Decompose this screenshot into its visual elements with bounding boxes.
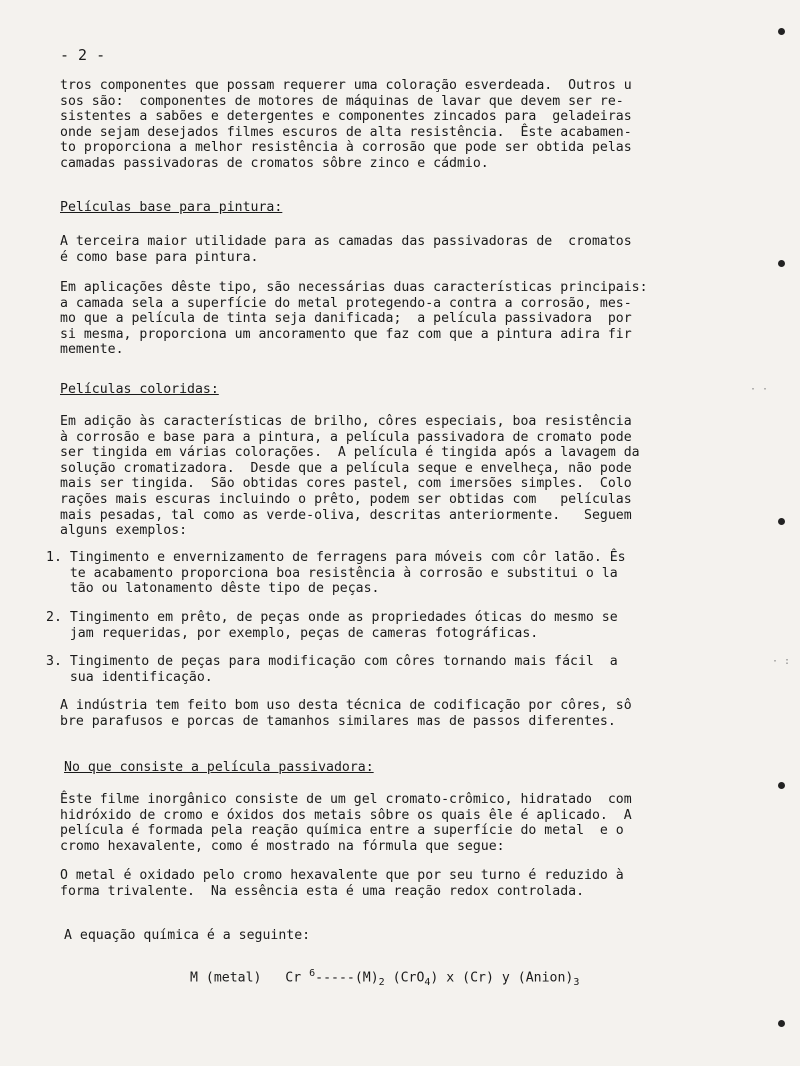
list-item-3: 3. Tingimento de peças para modificação com côres tornando mais fácil a sua identificação. xyxy=(46,654,618,685)
equation-superscript-6: 6 xyxy=(309,968,316,979)
binder-hole-mark xyxy=(778,260,785,267)
binder-hole-mark xyxy=(778,518,785,525)
equation-subscript-4: 4 xyxy=(424,977,431,989)
scan-speck: · · xyxy=(750,384,769,395)
list-item-1: 1. Tingimento e envernizamento de ferragens para móveis com côr latão. Ês te acabamento proporciona boa resistência à corrosão e substitui o la tão ou latonamento dêste tipo de peças. xyxy=(46,550,626,597)
equation-rest: ) x (Cr) y (Anion) xyxy=(430,970,574,986)
chemical-equation xyxy=(190,968,579,988)
equation-cro: (CrO xyxy=(384,970,425,986)
heading-colored-films: Películas coloridas: xyxy=(60,382,219,397)
binder-hole-mark xyxy=(778,1020,785,1027)
binder-hole-mark xyxy=(778,782,785,789)
page-number: - 2 - xyxy=(60,46,106,64)
paragraph-dyeing: Em adição às características de brilho, côres especiais, boa resistência à corrosão e base para a pintura, a película passivadora de cromato pode ser tingida em várias colorações. A película é tingida após a lavagem da solução cromatizadora. Desde que a película seque e envelheça, não pode mais ser tingida. São obtidas cores pastel, com imersões simples. Colo rações mais escuras incluindo o prêto, podem ser obtidas com películas mais pesadas, tal como as verde-oliva, descritas anteriormente. Seguem alguns exemplos: xyxy=(60,414,640,539)
paragraph-oxidation: O metal é oxidado pelo cromo hexavalente que por seu turno é reduzido à forma trivalente. Na essência esta é uma reação redox controlada. xyxy=(60,868,624,899)
equation-lhs: M (metal) Cr xyxy=(190,970,310,986)
paragraph-intro: tros componentes que possam requerer uma coloração esverdeada. Outros u sos são: componentes de motores de máquinas de lavar que devem ser re- sistentes a sabões e detergentes e componentes zincados para geladeiras onde sejam desejados filmes escuros de alta resistência. Êste acabamen- to proporciona a melhor resistência à corrosão que pode ser obtida pelas camadas passivadoras de cromatos sôbre zinco e cádmio. xyxy=(60,78,632,171)
list-item-2: 2. Tingimento em prêto, de peças onde as propriedades óticas do mesmo se jam requeridas, por exemplo, peças de cameras fotográficas. xyxy=(46,610,618,641)
equation-subscript-3: 3 xyxy=(573,977,580,989)
paragraph-industry: A indústria tem feito bom uso desta técnica de codificação por côres, sô bre parafusos e porcas de tamanhos similares mas de passos diferentes. xyxy=(60,698,632,729)
scan-speck: · : xyxy=(772,656,791,667)
paragraph-third-use: A terceira maior utilidade para as camadas das passivadoras de cromatos é como base para pintura. xyxy=(60,234,632,265)
paragraph-applications: Em aplicações dêste tipo, são necessárias duas características principais: a camada sela a superfície do metal protegendo-a contra a corrosão, mes- mo que a película de tinta seja danificada; a película passivadora por si mesma, proporciona um ancoramento que faz com que a pintura adira fir memente. xyxy=(60,280,648,358)
paragraph-equation-intro: A equação química é a seguinte: xyxy=(64,928,311,943)
heading-paint-base: Películas base para pintura: xyxy=(60,200,283,215)
equation-dashes: -----(M) xyxy=(315,970,379,986)
binder-hole-mark xyxy=(778,28,785,35)
paragraph-inorganic-film: Êste filme inorgânico consiste de um gel cromato-crômico, hidratado com hidróxido de cromo e óxidos dos metais sôbre os quais êle é aplicado. A película é formada pela reação química entre a superfície do metal e o cromo hexavalente, como é mostrado na fórmula que segue: xyxy=(60,792,632,854)
heading-what-is-film: No que consiste a película passivadora: xyxy=(64,760,374,775)
equation-subscript-2: 2 xyxy=(378,977,385,989)
